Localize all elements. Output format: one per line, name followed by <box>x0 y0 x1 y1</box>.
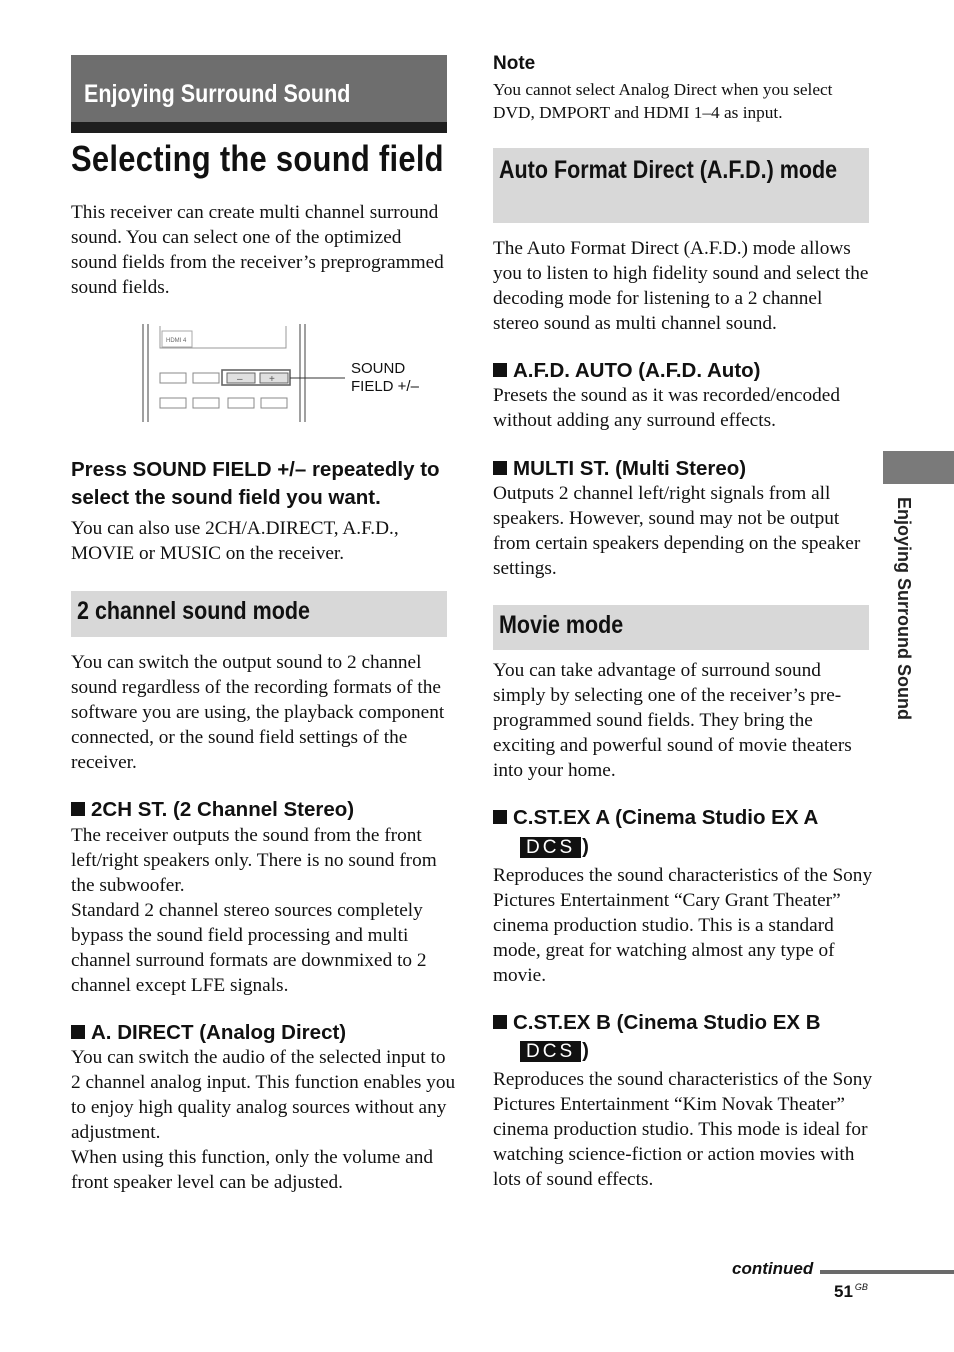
note-label: Note <box>493 53 536 74</box>
item-heading-afd-auto: A.F.D. AUTO (A.F.D. Auto) <box>493 358 761 384</box>
square-bullet-icon <box>71 802 85 816</box>
chapter-banner <box>71 55 447 133</box>
section-heading-2ch-text: 2 channel sound mode <box>77 597 310 625</box>
square-bullet-icon <box>493 461 507 475</box>
item-body-multi-st: Outputs 2 channel left/right signals from all speakers. However, sound may not be output from certain speakers depending on the speaker settings. <box>493 483 861 579</box>
section-heading-2ch <box>71 591 447 637</box>
page-title: Selecting the sound field <box>71 138 444 179</box>
side-tab-label: Enjoying Surround Sound <box>894 497 914 720</box>
item-heading-cstex-a: C.ST.EX A (Cinema Studio EX A <box>493 805 818 831</box>
callout-label-line1: SOUND <box>351 360 406 377</box>
note-text: You cannot select Analog Direct when you select DVD, DMPORT and HDMI 1–4 as input. <box>493 80 833 122</box>
item-heading-a-direct: A. DIRECT (Analog Direct) <box>71 1020 346 1046</box>
item-body-cstex-a: Reproduces the sound characteristics of the Sony Pictures Entertainment “Cary Grant Theater” cinema production studio. This is a standard mode, great for watching almost any type of movie. <box>493 865 873 986</box>
dcs-badge: DCS <box>520 837 581 858</box>
instruction-step: Press SOUND FIELD +/– repeatedly to select the sound field you want. <box>71 458 440 509</box>
item-heading-multi-st: MULTI ST. (Multi Stereo) <box>493 456 746 482</box>
item-heading-cstex-b: C.ST.EX B (Cinema Studio EX B <box>493 1010 821 1036</box>
section-heading-afd-text: Auto Format Direct (A.F.D.) mode <box>499 156 838 184</box>
item-heading-cstex-b-badge-line: DCS ) <box>519 1038 589 1064</box>
page-suffix: GB <box>854 1282 868 1293</box>
chapter-banner-rule <box>71 122 447 133</box>
square-bullet-icon <box>493 363 507 377</box>
square-bullet-icon <box>493 1015 507 1029</box>
continued-label: continued <box>732 1259 814 1278</box>
callout-label-line2: FIELD +/– <box>351 378 419 395</box>
section-heading-movie-text: Movie mode <box>499 611 624 639</box>
square-bullet-icon <box>493 810 507 824</box>
item-heading-2ch-st: 2CH ST. (2 Channel Stereo) <box>71 797 354 823</box>
hdmi-label: HDMI 4 <box>166 338 187 344</box>
intro-paragraph: This receiver can create multi channel surround sound. You can select one of the optimized sound fields from the receiver’s preprogrammed sound fields. <box>71 202 444 298</box>
dcs-badge: DCS <box>520 1041 581 1062</box>
section-heading-afd <box>493 148 869 223</box>
item-body-a-direct: You can switch the audio of the selected input to 2 channel analog input. This function enables you to enjoy high quality analog sources without any adjustment. When using this function, only the volume and front speaker level can be adjusted. <box>71 1047 456 1193</box>
plus-label: + <box>269 374 275 385</box>
item-heading-cstex-a-badge-line: DCS ) <box>519 834 589 860</box>
item-body-afd-auto: Presets the sound as it was recorded/encoded without adding any surround effects. <box>493 385 840 431</box>
item-body-cstex-b: Reproduces the sound characteristics of the Sony Pictures Entertainment “Kim Novak Theater” cinema production studio. This mode is ideal for watching science-fiction or action movies with lots of sound effects. <box>493 1069 873 1190</box>
section-movie-body: You can take advantage of surround sound simply by selecting one of the receiver’s pre-programmed sound fields. They bring the exciting and powerful sound of movie theaters into your home. <box>493 660 852 781</box>
remote-illustration <box>140 322 440 426</box>
section-afd-body: The Auto Format Direct (A.F.D.) mode allows you to listen to high fidelity sound and select the decoding mode for listening to a 2 channel stereo sound as multi channel sound. <box>493 238 869 334</box>
item-body-2ch-st: The receiver outputs the sound from the front left/right speakers only. There is no sound from the subwoofer. Standard 2 channel stereo sources completely bypass the sound field processing and multi channel surround formats are downmixed to 2 channel except LFE signals. <box>71 825 437 996</box>
section-2ch-body: You can switch the output sound to 2 channel sound regardless of the recording formats of the software you are using, the playback component connected, or the sound field settings of the receiver. <box>71 652 445 773</box>
minus-label: – <box>237 374 243 385</box>
page-number: 51 $^{GB}$ <box>834 1282 868 1301</box>
instruction-note: You can also use 2CH/A.DIRECT, A.F.D., MOVIE or MUSIC on the receiver. <box>71 518 399 564</box>
square-bullet-icon <box>71 1025 85 1039</box>
side-tab-marker <box>883 451 954 484</box>
continued-rule <box>820 1270 954 1274</box>
section-heading-movie <box>493 605 869 650</box>
chapter-title: Enjoying Surround Sound <box>84 80 351 108</box>
